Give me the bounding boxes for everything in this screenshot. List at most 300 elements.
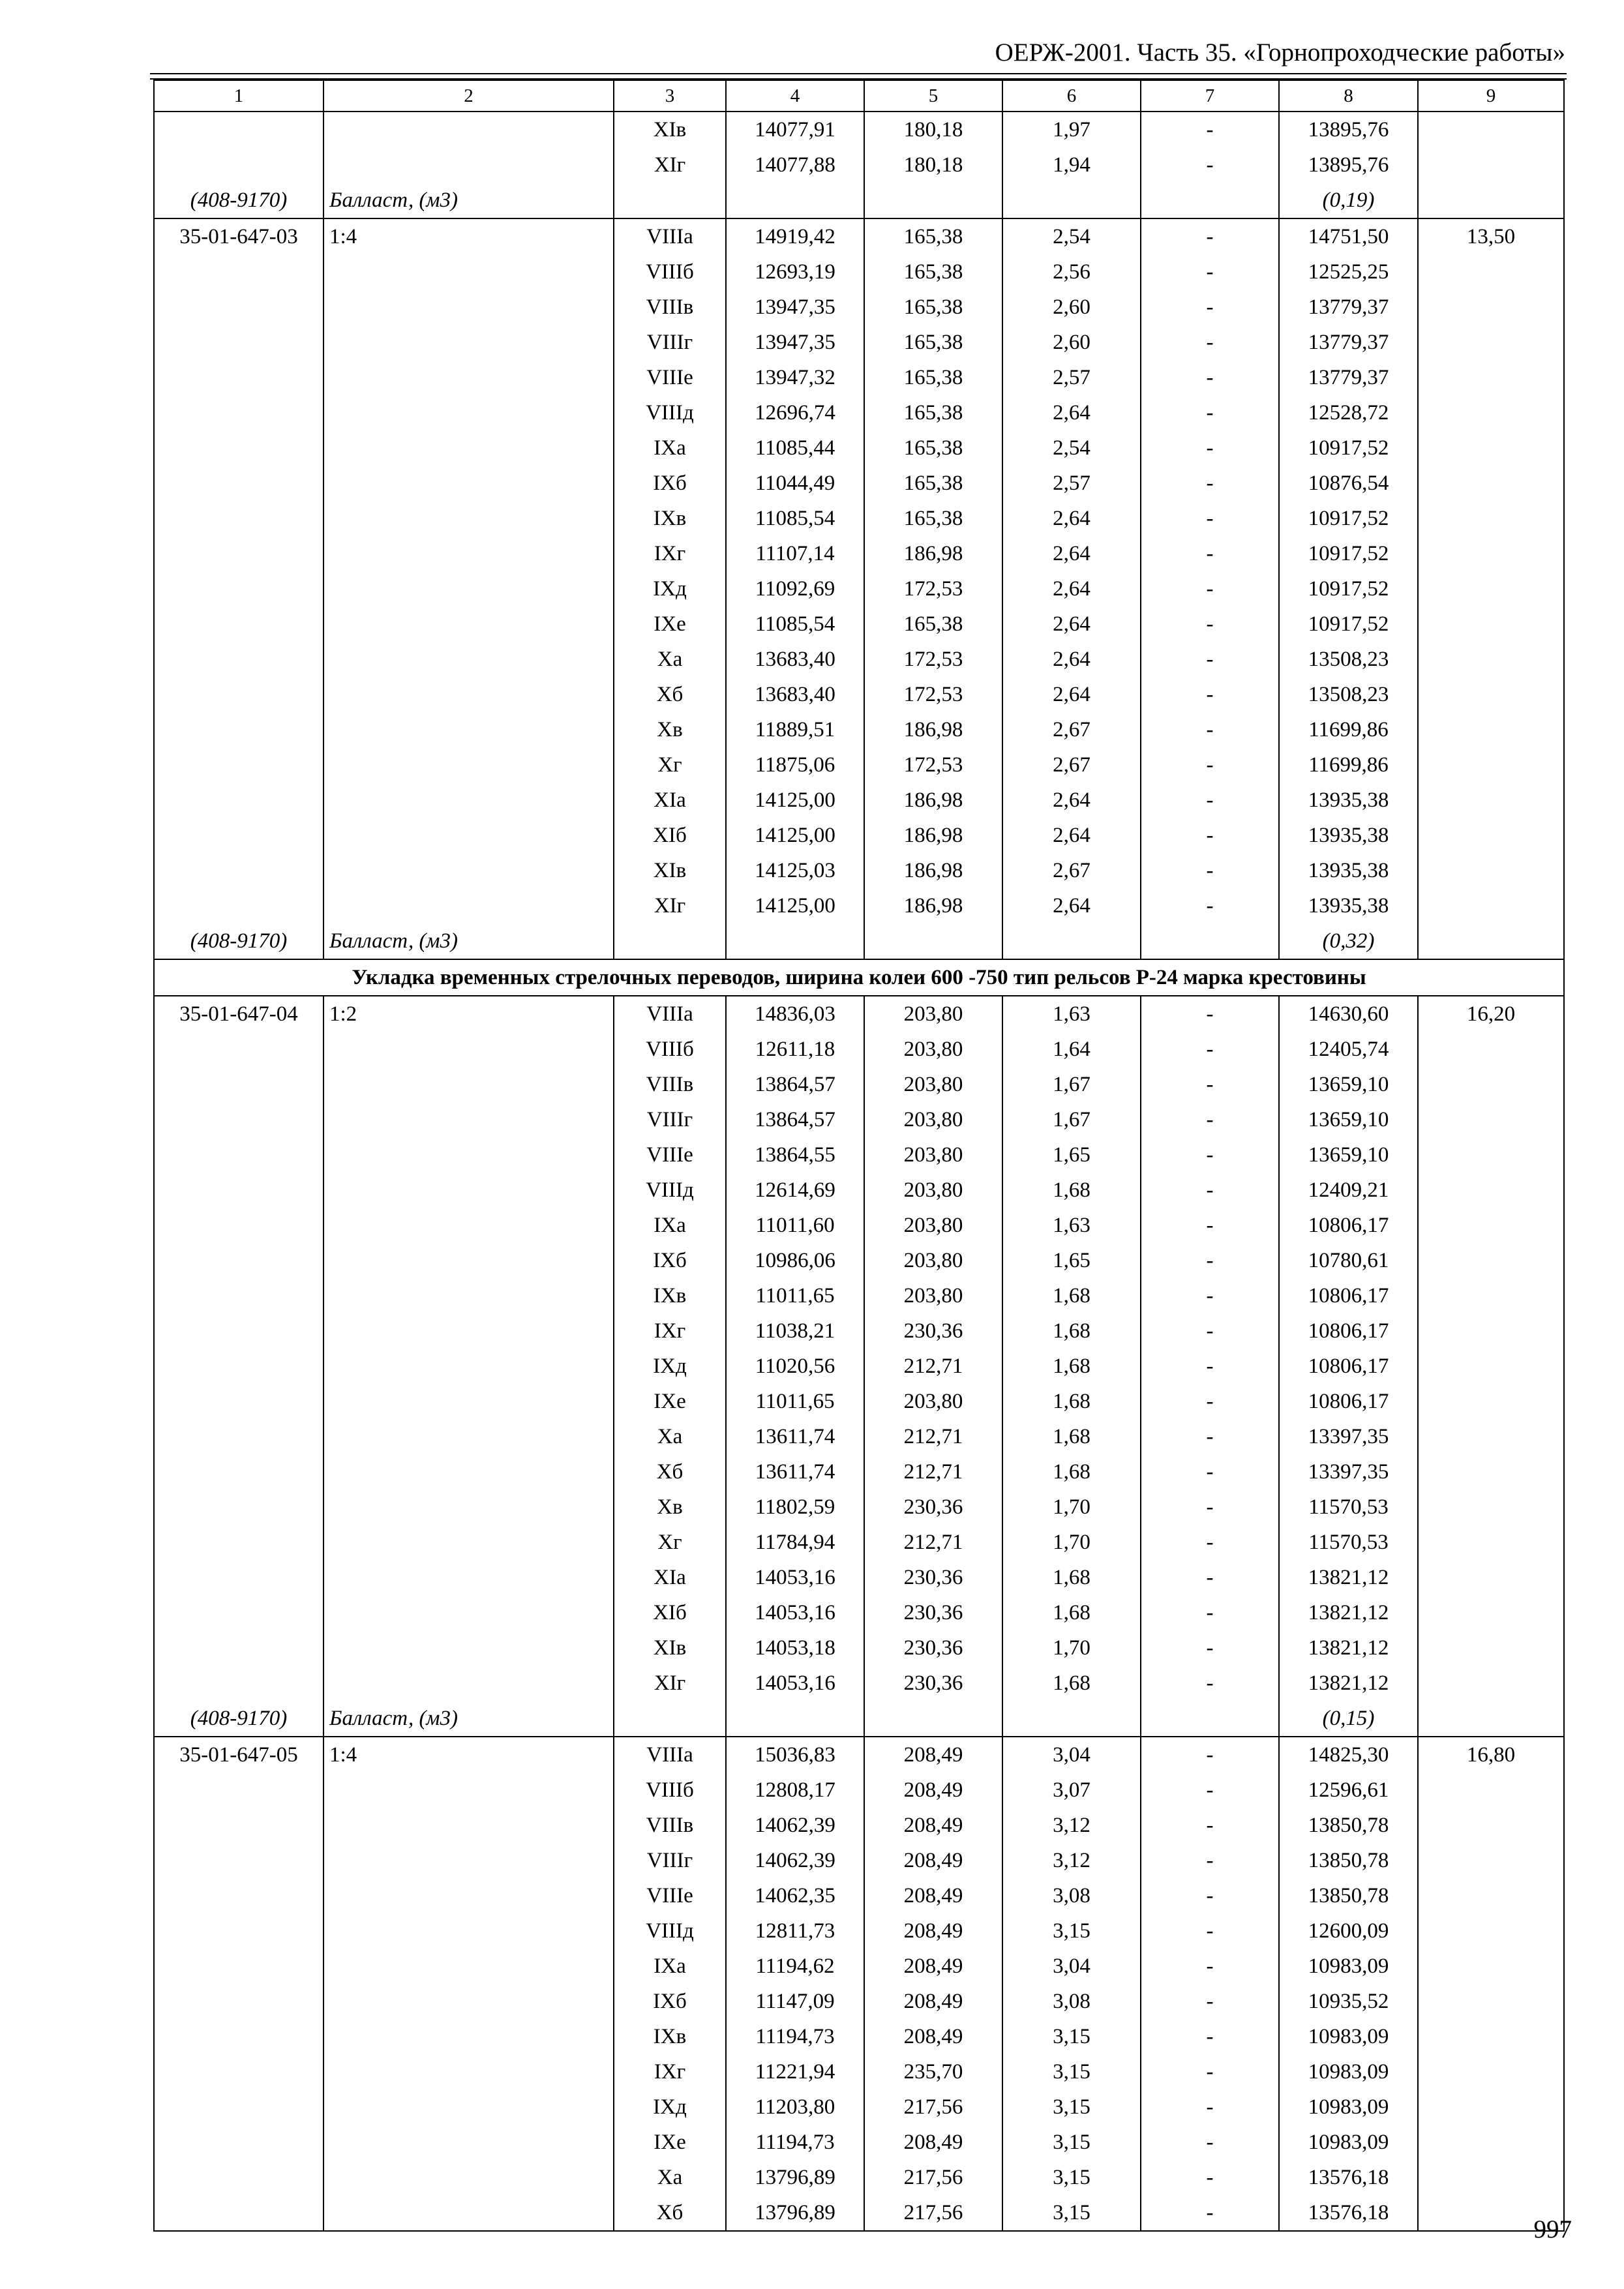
labor-cost-cell (1418, 1489, 1564, 1525)
drivers-wages-cell: - (1141, 1032, 1279, 1067)
table-row (154, 1419, 1564, 1454)
machines-cell: 1,64 (1002, 1032, 1141, 1067)
table-row (154, 1666, 1564, 1701)
crossing-ratio (323, 1243, 614, 1278)
page-number: 997 (1533, 2215, 1572, 2243)
labor-cost-cell (1418, 1243, 1564, 1278)
drivers-wages-cell: - (1141, 466, 1279, 501)
labor-cost-cell (1418, 1525, 1564, 1560)
total-cost-cell: 11020,56 (726, 1349, 864, 1384)
table-row (154, 254, 1564, 290)
labor-cost-cell (1418, 1630, 1564, 1666)
table-row (154, 1349, 1564, 1384)
machines-cell: 3,12 (1002, 1843, 1141, 1878)
machines-cell: 2,64 (1002, 818, 1141, 853)
table-row (154, 1278, 1564, 1313)
labor-cost-cell (1418, 395, 1564, 430)
empty-cell (1418, 923, 1564, 959)
rate-code (154, 1489, 323, 1525)
labor-cost-cell (1418, 1773, 1564, 1808)
labor-cost-cell (1418, 1208, 1564, 1243)
drivers-wages-cell: - (1141, 218, 1279, 254)
machines-cell: 3,15 (1002, 2125, 1141, 2160)
total-cost-cell: 14062,39 (726, 1843, 864, 1878)
drivers-wages-cell: - (1141, 642, 1279, 677)
materials-cell: 13850,78 (1279, 1878, 1418, 1913)
materials-cell: 12409,21 (1279, 1173, 1418, 1208)
drivers-wages-cell: - (1141, 1913, 1279, 1949)
column-number: 2 (323, 80, 614, 112)
total-cost-cell: 14062,35 (726, 1878, 864, 1913)
labor-cost-cell (1418, 1349, 1564, 1384)
empty-cell (726, 183, 864, 218)
zone-cell: IXа (614, 1949, 726, 1984)
table-row (154, 395, 1564, 430)
machines-cell: 1,68 (1002, 1349, 1141, 1384)
materials-cell: 10917,52 (1279, 536, 1418, 571)
materials-cell: 13779,37 (1279, 290, 1418, 325)
zone-cell: IXб (614, 466, 726, 501)
drivers-wages-cell: - (1141, 1808, 1279, 1843)
materials-cell: 11699,86 (1279, 712, 1418, 747)
zone-cell: XIб (614, 1595, 726, 1630)
labor-cost-cell (1418, 606, 1564, 642)
rate-code (154, 1808, 323, 1843)
table-row (154, 2125, 1564, 2160)
rate-code (154, 112, 323, 147)
drivers-wages-cell: - (1141, 818, 1279, 853)
table-row (154, 112, 1564, 147)
crossing-ratio (323, 1878, 614, 1913)
wages-cell: 180,18 (864, 147, 1002, 183)
zone-cell: IXа (614, 430, 726, 466)
ballast-value: (0,15) (1279, 1701, 1418, 1737)
materials-cell: 10806,17 (1279, 1313, 1418, 1349)
rate-code (154, 1525, 323, 1560)
wages-cell: 230,36 (864, 1560, 1002, 1595)
zone-cell: IXг (614, 1313, 726, 1349)
zone-cell: Xв (614, 1489, 726, 1525)
crossing-ratio (323, 2160, 614, 2195)
materials-cell: 10806,17 (1279, 1384, 1418, 1419)
machines-cell: 2,67 (1002, 853, 1141, 888)
total-cost-cell: 12693,19 (726, 254, 864, 290)
crossing-ratio: 1:4 (323, 218, 614, 254)
machines-cell: 1,68 (1002, 1278, 1141, 1313)
zone-cell: VIIIе (614, 1137, 726, 1173)
zone-cell: Xг (614, 1525, 726, 1560)
drivers-wages-cell: - (1141, 2195, 1279, 2231)
rate-code (154, 1278, 323, 1313)
empty-cell (726, 923, 864, 959)
rate-code (154, 712, 323, 747)
table-row (154, 1773, 1564, 1808)
total-cost-cell: 13796,89 (726, 2160, 864, 2195)
crossing-ratio (323, 2125, 614, 2160)
total-cost-cell: 11147,09 (726, 1984, 864, 2019)
drivers-wages-cell: - (1141, 1773, 1279, 1808)
column-number: 4 (726, 80, 864, 112)
crossing-ratio (323, 1489, 614, 1525)
wages-cell: 165,38 (864, 254, 1002, 290)
table-row (154, 1525, 1564, 1560)
materials-cell: 10983,09 (1279, 2089, 1418, 2125)
machines-cell: 2,67 (1002, 712, 1141, 747)
machines-cell: 3,04 (1002, 1737, 1141, 1773)
materials-cell: 13659,10 (1279, 1067, 1418, 1102)
drivers-wages-cell: - (1141, 1489, 1279, 1525)
crossing-ratio (323, 888, 614, 923)
labor-cost-cell (1418, 112, 1564, 147)
zone-cell: IXд (614, 1349, 726, 1384)
drivers-wages-cell: - (1141, 606, 1279, 642)
labor-cost-cell (1418, 147, 1564, 183)
materials-cell: 13850,78 (1279, 1808, 1418, 1843)
total-cost-cell: 14077,91 (726, 112, 864, 147)
total-cost-cell: 11194,73 (726, 2125, 864, 2160)
drivers-wages-cell: - (1141, 1984, 1279, 2019)
ballast-row (154, 183, 1564, 218)
rate-code (154, 1384, 323, 1419)
machines-cell: 1,65 (1002, 1243, 1141, 1278)
total-cost-cell: 14125,00 (726, 783, 864, 818)
machines-cell: 1,63 (1002, 996, 1141, 1032)
labor-cost-cell (1418, 1878, 1564, 1913)
machines-cell: 1,70 (1002, 1630, 1141, 1666)
table-row (154, 818, 1564, 853)
zone-cell: VIIIб (614, 1773, 726, 1808)
labor-cost-cell (1418, 1913, 1564, 1949)
empty-cell (864, 183, 1002, 218)
drivers-wages-cell: - (1141, 2089, 1279, 2125)
total-cost-cell: 11221,94 (726, 2054, 864, 2089)
machines-cell: 2,64 (1002, 888, 1141, 923)
crossing-ratio (323, 112, 614, 147)
labor-cost-cell (1418, 888, 1564, 923)
rate-code (154, 853, 323, 888)
drivers-wages-cell: - (1141, 1737, 1279, 1773)
empty-cell (1141, 1701, 1279, 1737)
drivers-wages-cell: - (1141, 2019, 1279, 2054)
machines-cell: 3,15 (1002, 2089, 1141, 2125)
wages-cell: 208,49 (864, 1737, 1002, 1773)
total-cost-cell: 13947,35 (726, 290, 864, 325)
table-row (154, 1489, 1564, 1525)
wages-cell: 165,38 (864, 218, 1002, 254)
total-cost-cell: 13683,40 (726, 642, 864, 677)
ballast-value: (0,19) (1279, 183, 1418, 218)
total-cost-cell: 13611,74 (726, 1454, 864, 1489)
materials-cell: 10806,17 (1279, 1349, 1418, 1384)
machines-cell: 2,56 (1002, 254, 1141, 290)
materials-cell: 13895,76 (1279, 112, 1418, 147)
crossing-ratio (323, 1525, 614, 1560)
table-row (154, 783, 1564, 818)
table-row (154, 1208, 1564, 1243)
table-row (154, 1560, 1564, 1595)
rate-code (154, 1454, 323, 1489)
drivers-wages-cell: - (1141, 1595, 1279, 1630)
labor-cost-cell (1418, 1666, 1564, 1701)
zone-cell: XIб (614, 818, 726, 853)
zone-cell: XIв (614, 112, 726, 147)
crossing-ratio (323, 1808, 614, 1843)
wages-cell: 208,49 (864, 1984, 1002, 2019)
machines-cell: 2,60 (1002, 290, 1141, 325)
crossing-ratio (323, 1560, 614, 1595)
zone-cell: XIа (614, 783, 726, 818)
wages-cell: 203,80 (864, 1243, 1002, 1278)
drivers-wages-cell: - (1141, 747, 1279, 783)
drivers-wages-cell: - (1141, 1067, 1279, 1102)
table-row (154, 747, 1564, 783)
materials-cell: 10983,09 (1279, 1949, 1418, 1984)
table-row (154, 1737, 1564, 1773)
table-row (154, 1102, 1564, 1137)
column-numbers-row (154, 80, 1564, 112)
empty-cell (614, 1701, 726, 1737)
wages-cell: 186,98 (864, 888, 1002, 923)
drivers-wages-cell: - (1141, 1208, 1279, 1243)
drivers-wages-cell: - (1141, 1173, 1279, 1208)
wages-cell: 230,36 (864, 1630, 1002, 1666)
labor-cost-cell (1418, 1067, 1564, 1102)
machines-cell: 1,68 (1002, 1595, 1141, 1630)
materials-cell: 13576,18 (1279, 2160, 1418, 2195)
empty-cell (726, 1701, 864, 1737)
table-row (154, 501, 1564, 536)
table-row (154, 325, 1564, 360)
wages-cell: 230,36 (864, 1595, 1002, 1630)
labor-cost-cell (1418, 1313, 1564, 1349)
total-cost-cell: 12808,17 (726, 1773, 864, 1808)
zone-cell: VIIIа (614, 1737, 726, 1773)
drivers-wages-cell: - (1141, 1137, 1279, 1173)
header-rule (150, 73, 1567, 74)
total-cost-cell: 11107,14 (726, 536, 864, 571)
zone-cell: Xа (614, 642, 726, 677)
zone-cell: VIIIв (614, 290, 726, 325)
rate-code (154, 747, 323, 783)
ballast-code: (408-9170) (154, 923, 323, 959)
wages-cell: 165,38 (864, 466, 1002, 501)
materials-cell: 13935,38 (1279, 783, 1418, 818)
materials-cell: 10876,54 (1279, 466, 1418, 501)
crossing-ratio (323, 1949, 614, 1984)
table-row (154, 1384, 1564, 1419)
wages-cell: 165,38 (864, 501, 1002, 536)
column-number: 5 (864, 80, 1002, 112)
materials-cell: 13821,12 (1279, 1595, 1418, 1630)
machines-cell: 1,68 (1002, 1384, 1141, 1419)
table-row (154, 571, 1564, 606)
total-cost-cell: 14919,42 (726, 218, 864, 254)
labor-cost-cell (1418, 2054, 1564, 2089)
zone-cell: VIIIа (614, 218, 726, 254)
total-cost-cell: 12614,69 (726, 1173, 864, 1208)
table-row (154, 996, 1564, 1032)
crossing-ratio (323, 1595, 614, 1630)
rate-code (154, 1137, 323, 1173)
rate-code (154, 677, 323, 712)
zone-cell: IXе (614, 606, 726, 642)
rate-code (154, 1773, 323, 1808)
table-row (154, 1843, 1564, 1878)
table-row (154, 1630, 1564, 1666)
labor-cost-cell (1418, 2160, 1564, 2195)
machines-cell: 1,63 (1002, 1208, 1141, 1243)
table-row (154, 360, 1564, 395)
zone-cell: XIг (614, 1666, 726, 1701)
price-table (153, 80, 1565, 2232)
empty-cell (1002, 1701, 1141, 1737)
machines-cell: 2,64 (1002, 536, 1141, 571)
crossing-ratio (323, 1173, 614, 1208)
total-cost-cell: 11011,65 (726, 1384, 864, 1419)
total-cost-cell: 14062,39 (726, 1808, 864, 1843)
total-cost-cell: 10986,06 (726, 1243, 864, 1278)
labor-cost-cell (1418, 360, 1564, 395)
wages-cell: 203,80 (864, 1032, 1002, 1067)
materials-cell: 13508,23 (1279, 642, 1418, 677)
materials-cell: 13508,23 (1279, 677, 1418, 712)
rate-code (154, 1208, 323, 1243)
rate-code (154, 1630, 323, 1666)
zone-cell: XIг (614, 888, 726, 923)
table-row (154, 2160, 1564, 2195)
table-row (154, 606, 1564, 642)
total-cost-cell: 11194,62 (726, 1949, 864, 1984)
drivers-wages-cell: - (1141, 571, 1279, 606)
crossing-ratio (323, 1137, 614, 1173)
zone-cell: Xа (614, 2160, 726, 2195)
rate-code (154, 2019, 323, 2054)
materials-cell: 13779,37 (1279, 325, 1418, 360)
materials-cell: 13850,78 (1279, 1843, 1418, 1878)
crossing-ratio (323, 325, 614, 360)
total-cost-cell: 13947,35 (726, 325, 864, 360)
labor-cost-cell (1418, 1595, 1564, 1630)
total-cost-cell: 11011,60 (726, 1208, 864, 1243)
zone-cell: IXб (614, 1984, 726, 2019)
wages-cell: 208,49 (864, 1878, 1002, 1913)
machines-cell: 2,64 (1002, 606, 1141, 642)
empty-cell (1418, 183, 1564, 218)
drivers-wages-cell: - (1141, 853, 1279, 888)
wages-cell: 186,98 (864, 712, 1002, 747)
table-body (154, 80, 1564, 2231)
zone-cell: IXд (614, 571, 726, 606)
labor-cost-cell (1418, 677, 1564, 712)
zone-cell: VIIIв (614, 1808, 726, 1843)
machines-cell: 2,64 (1002, 783, 1141, 818)
column-number: 3 (614, 80, 726, 112)
drivers-wages-cell: - (1141, 1878, 1279, 1913)
machines-cell: 1,68 (1002, 1419, 1141, 1454)
machines-cell: 2,54 (1002, 218, 1141, 254)
labor-cost-cell (1418, 1384, 1564, 1419)
wages-cell: 203,80 (864, 1137, 1002, 1173)
drivers-wages-cell: - (1141, 360, 1279, 395)
empty-cell (1002, 183, 1141, 218)
total-cost-cell: 11038,21 (726, 1313, 864, 1349)
wages-cell: 208,49 (864, 1913, 1002, 1949)
rate-code (154, 1984, 323, 2019)
zone-cell: VIIIе (614, 360, 726, 395)
wages-cell: 217,56 (864, 2195, 1002, 2231)
table-row (154, 1137, 1564, 1173)
section-title: Укладка временных стрелочных переводов, ширина колеи 600 -750 тип рельсов Р-24 марка крестовины (154, 959, 1564, 996)
labor-cost-cell (1418, 1984, 1564, 2019)
labor-cost-cell (1418, 501, 1564, 536)
column-number: 7 (1141, 80, 1279, 112)
zone-cell: Xг (614, 747, 726, 783)
labor-cost-cell (1418, 1454, 1564, 1489)
rate-code (154, 290, 323, 325)
wages-cell: 230,36 (864, 1313, 1002, 1349)
total-cost-cell: 14125,00 (726, 818, 864, 853)
drivers-wages-cell: - (1141, 1243, 1279, 1278)
wages-cell: 208,49 (864, 1773, 1002, 1808)
crossing-ratio (323, 677, 614, 712)
crossing-ratio (323, 712, 614, 747)
total-cost-cell: 12696,74 (726, 395, 864, 430)
crossing-ratio (323, 1102, 614, 1137)
machines-cell: 1,68 (1002, 1666, 1141, 1701)
materials-cell: 10780,61 (1279, 1243, 1418, 1278)
machines-cell: 2,64 (1002, 571, 1141, 606)
table-row (154, 1913, 1564, 1949)
wages-cell: 165,38 (864, 395, 1002, 430)
machines-cell: 2,54 (1002, 430, 1141, 466)
labor-cost-cell (1418, 325, 1564, 360)
rate-code (154, 1067, 323, 1102)
table-row (154, 712, 1564, 747)
wages-cell: 203,80 (864, 996, 1002, 1032)
machines-cell: 1,68 (1002, 1173, 1141, 1208)
rate-code (154, 1173, 323, 1208)
wages-cell: 186,98 (864, 536, 1002, 571)
drivers-wages-cell: - (1141, 996, 1279, 1032)
total-cost-cell: 13864,55 (726, 1137, 864, 1173)
labor-cost-cell (1418, 783, 1564, 818)
drivers-wages-cell: - (1141, 1630, 1279, 1666)
total-cost-cell: 11085,54 (726, 606, 864, 642)
drivers-wages-cell: - (1141, 2160, 1279, 2195)
machines-cell: 2,57 (1002, 360, 1141, 395)
empty-cell (1141, 923, 1279, 959)
table-row (154, 888, 1564, 923)
crossing-ratio (323, 1032, 614, 1067)
drivers-wages-cell: - (1141, 1454, 1279, 1489)
machines-cell: 2,64 (1002, 642, 1141, 677)
table-row (154, 1032, 1564, 1067)
total-cost-cell: 11194,73 (726, 2019, 864, 2054)
materials-cell: 13821,12 (1279, 1666, 1418, 1701)
empty-cell (1141, 183, 1279, 218)
materials-cell: 10917,52 (1279, 501, 1418, 536)
materials-cell: 12528,72 (1279, 395, 1418, 430)
rate-code (154, 642, 323, 677)
wages-cell: 217,56 (864, 2089, 1002, 2125)
total-cost-cell: 13796,89 (726, 2195, 864, 2231)
table-row (154, 1949, 1564, 1984)
crossing-ratio (323, 571, 614, 606)
labor-cost-cell (1418, 1949, 1564, 1984)
materials-cell: 10917,52 (1279, 606, 1418, 642)
total-cost-cell: 14125,00 (726, 888, 864, 923)
zone-cell: VIIIд (614, 1913, 726, 1949)
